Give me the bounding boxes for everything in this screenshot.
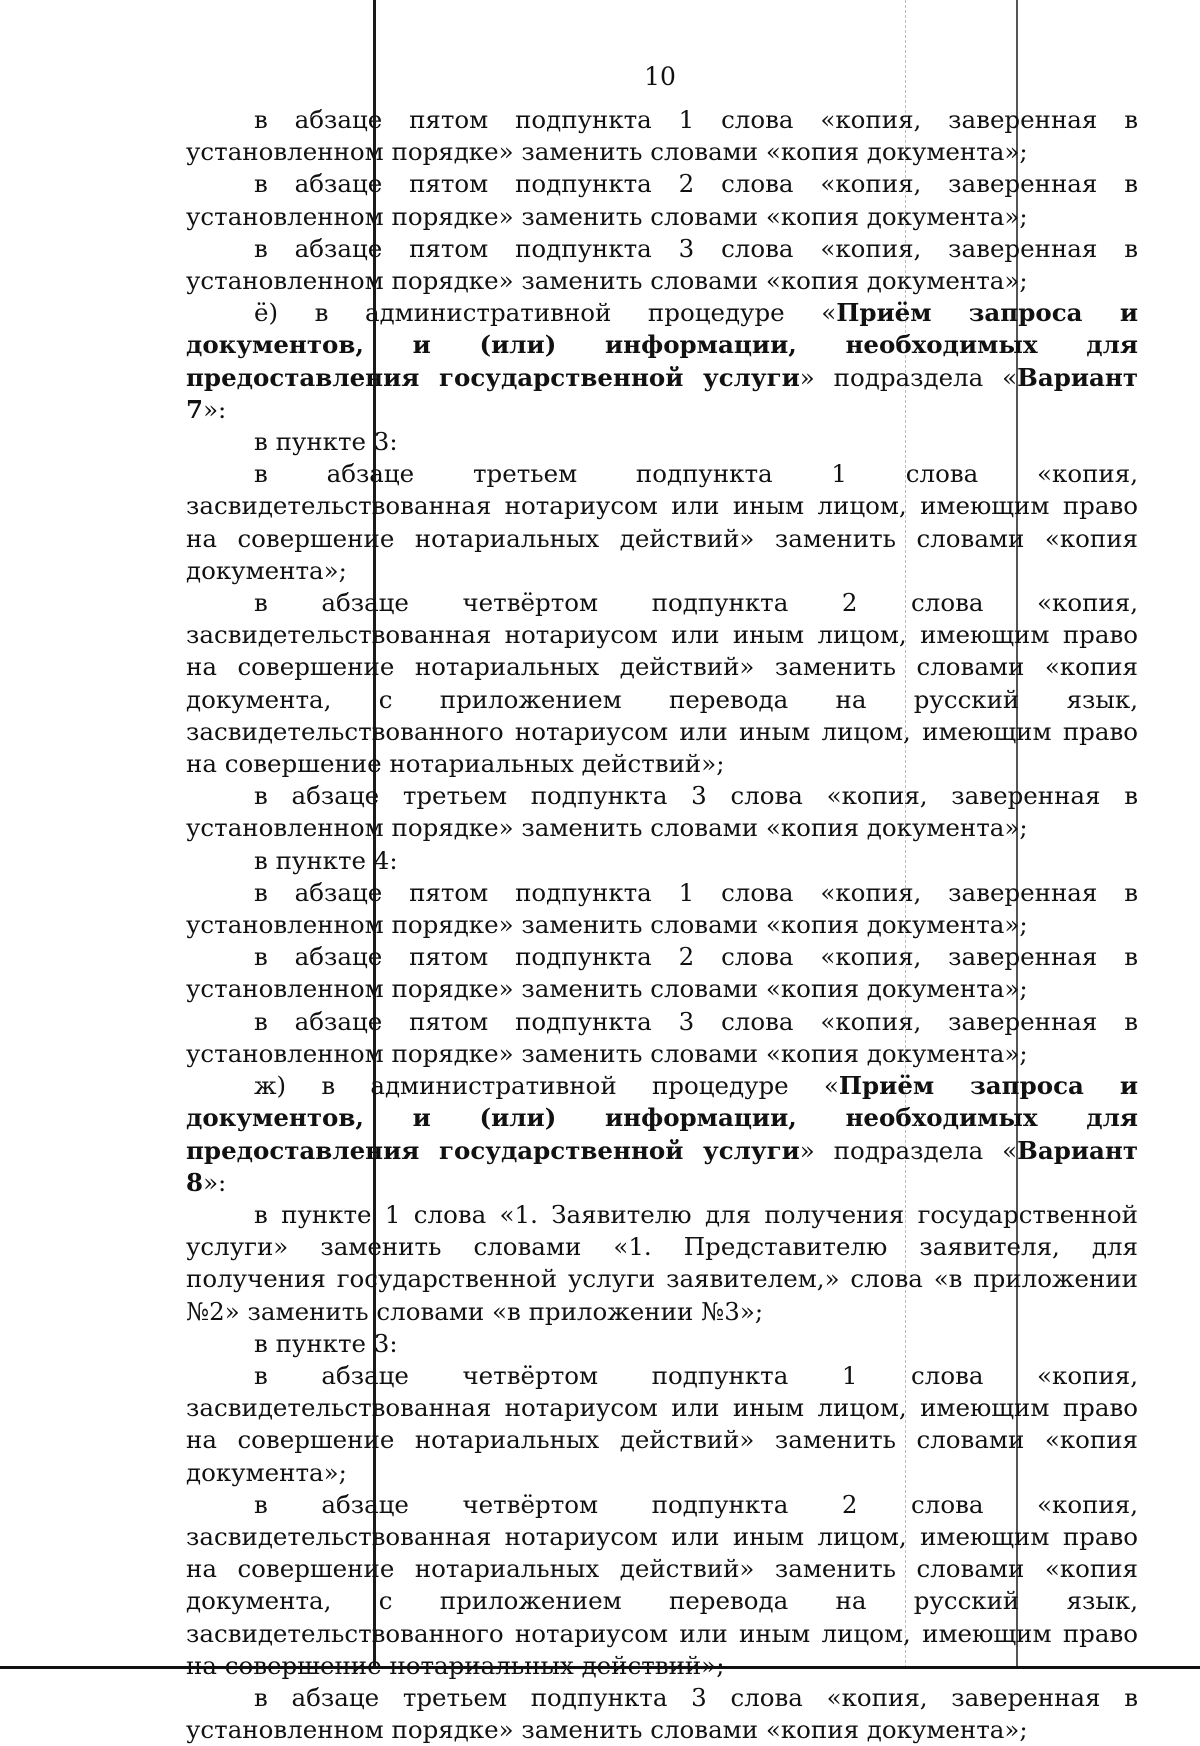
paragraph <box>186 458 1138 587</box>
paragraph <box>186 1006 1138 1070</box>
text-segment: в пункте 4: <box>254 845 398 875</box>
text-segment: в абзаце четвёртом подпункта 2 слова «копия, засвидетельствованная нотариусом или иным лицом, имеющим право на совершение нотариальных действий» заменить словами «копия документа, с приложением перевода на русский язык, засвидетельствованного нотариусом или иным лицом, имеющим право на совершение нотариальных действий»; <box>186 588 1138 779</box>
text-segment: в абзаце третьем подпункта 1 слова «копия, засвидетельствованная нотариусом или иным лицом, имеющим право на совершение нотариальных действий» заменить словами «копия документа»; <box>186 459 1138 585</box>
text-segment: в абзаце третьем подпункта 3 слова «копия, заверенная в установленном порядке» заменить словами «копия документа»; <box>186 781 1138 843</box>
text-segment: в пункте 1 слова «1. Заявителю для получения государственной услуги» заменить словами «1. Представителю заявителя, для получения государственной услуги заявителем,» слова «в приложении №2» заменить словами «в приложении №3»; <box>186 1199 1138 1326</box>
text-segment: в абзаце пятом подпункта 1 слова «копия, заверенная в установленном порядке» заменить словами «копия документа»; <box>186 877 1138 940</box>
paragraph <box>186 587 1138 780</box>
paragraph <box>186 1489 1138 1682</box>
text-segment: в абзаце пятом подпункта 3 слова «копия, заверенная в установленном порядке» заменить словами «копия документа»; <box>186 1006 1138 1068</box>
bold-text: Вариант 8 <box>186 1135 1138 1197</box>
bold-text: Приём запроса и документов, и (или) информации, необходимых для предоставления государственной услуги <box>186 1071 1138 1165</box>
text-segment: в пункте 3: <box>254 427 398 457</box>
text-segment: в абзаце четвёртом подпункта 2 слова «копия, засвидетельствованная нотариусом или иным лицом, имеющим право на совершение нотариальных действий» заменить словами «копия документа, с приложением перевода на русский язык, засвидетельствованного нотариусом или иным лицом, имеющим право на совершение нотариальных действий»; <box>186 1489 1138 1680</box>
text-segment: ж) в административной процедуре « <box>254 1071 839 1101</box>
document-body <box>186 104 1138 1746</box>
paragraph <box>186 1070 1138 1199</box>
bold-text: Приём запроса и документов, и (или) информации, необходимых для предоставления государственной услуги <box>186 298 1138 392</box>
text-segment: в абзаце третьем подпункта 3 слова «копия, заверенная в установленном порядке» заменить словами «копия документа»; <box>186 1682 1138 1745</box>
text-segment: » подраздела « <box>799 362 1018 392</box>
paragraph <box>186 1682 1138 1746</box>
page-number: 10 <box>644 62 676 91</box>
paragraph <box>186 426 1138 458</box>
paragraph <box>186 168 1138 232</box>
text-segment: в пункте 3: <box>254 1328 398 1358</box>
text-segment: » подраздела « <box>799 1135 1018 1165</box>
paragraph <box>186 1328 1138 1360</box>
text-segment: в абзаце пятом подпункта 1 слова «копия, заверенная в установленном порядке» заменить словами «копия документа»; <box>186 105 1138 167</box>
paragraph <box>186 297 1138 426</box>
text-segment: »: <box>203 1167 227 1197</box>
bold-text: Вариант 7 <box>186 362 1138 424</box>
paragraph <box>186 877 1138 941</box>
paragraph <box>186 780 1138 844</box>
paragraph <box>186 845 1138 877</box>
text-segment: в абзаце пятом подпункта 2 слова «копия, заверенная в установленном порядке» заменить словами «копия документа»; <box>186 169 1138 231</box>
text-segment: в абзаце пятом подпункта 3 слова «копия, заверенная в установленном порядке» заменить словами «копия документа»; <box>186 233 1138 296</box>
text-segment: »: <box>203 394 227 424</box>
paragraph <box>186 941 1138 1005</box>
paragraph <box>186 233 1138 297</box>
text-segment: ё) в административной процедуре « <box>254 298 837 328</box>
paragraph <box>186 1360 1138 1489</box>
text-segment: в абзаце четвёртом подпункта 1 слова «копия, засвидетельствованная нотариусом или иным лицом, имеющим право на совершение нотариальных действий» заменить словами «копия документа»; <box>186 1360 1138 1487</box>
paragraph <box>186 104 1138 168</box>
text-segment: в абзаце пятом подпункта 2 слова «копия, заверенная в установленном порядке» заменить словами «копия документа»; <box>186 942 1138 1004</box>
paragraph <box>186 1199 1138 1328</box>
